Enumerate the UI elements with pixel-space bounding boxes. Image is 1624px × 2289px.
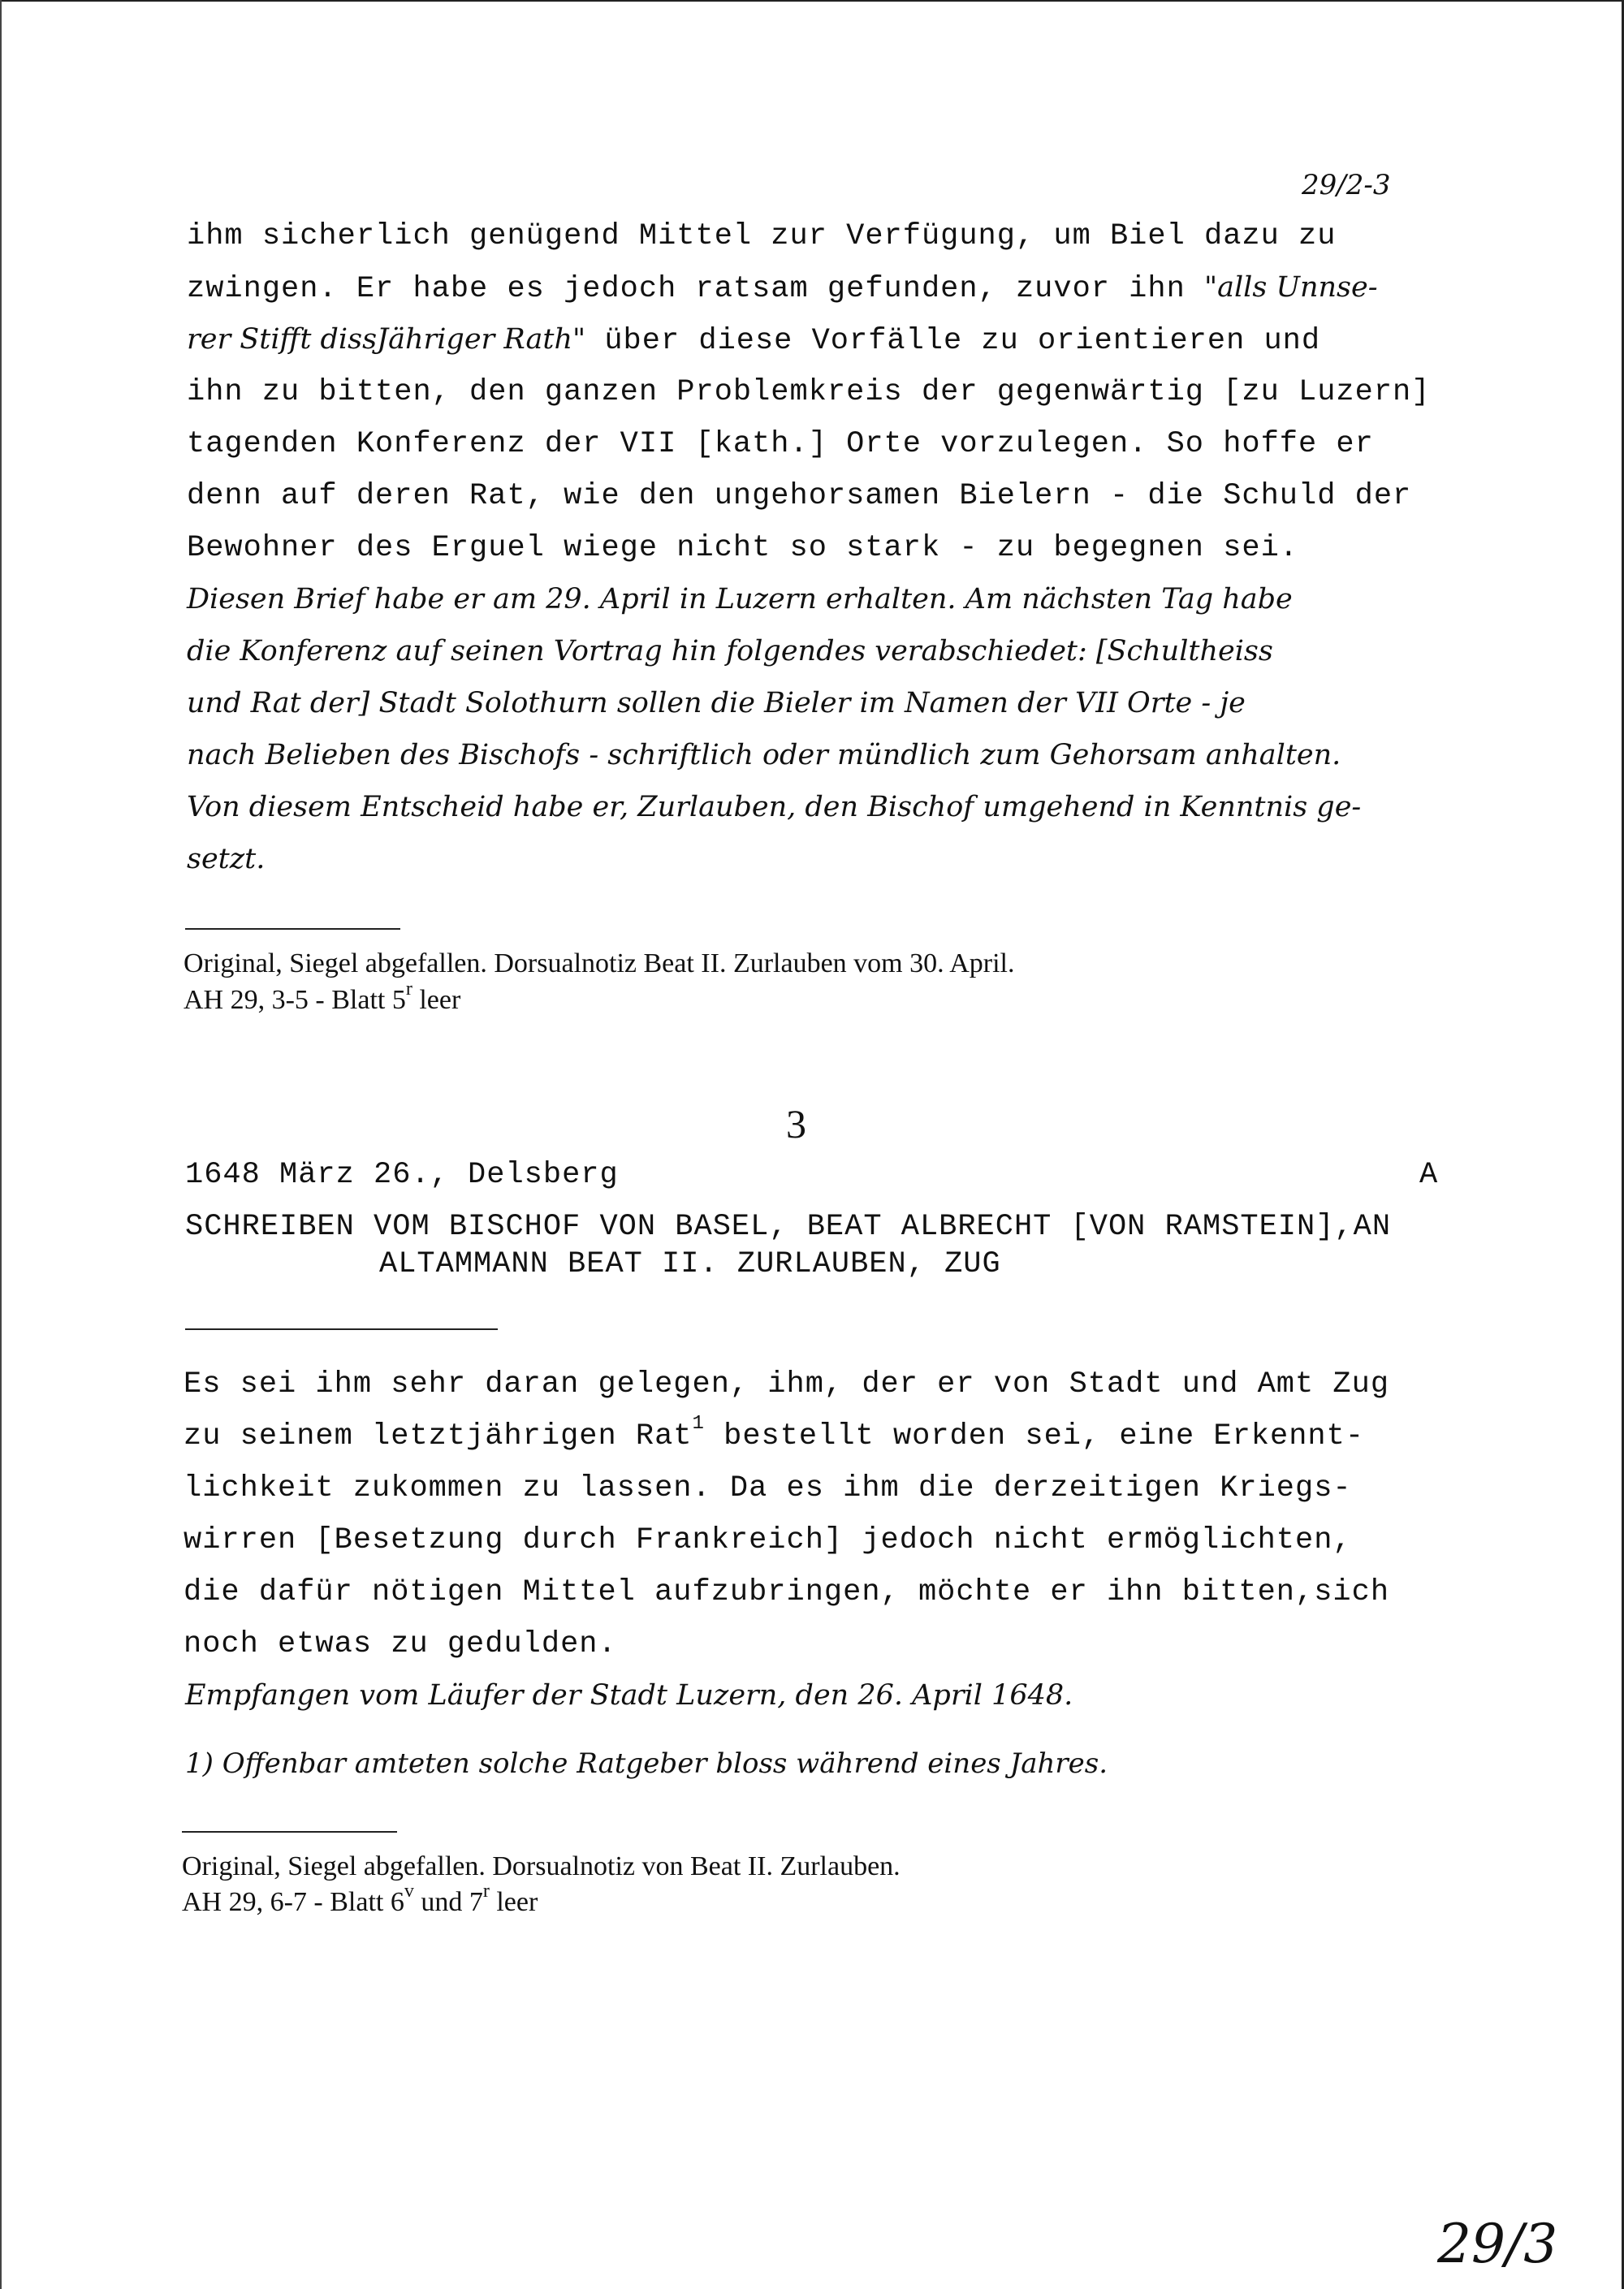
quotation: rer Stifft dissJähriger Rath" bbox=[187, 323, 586, 356]
letter-title: SCHREIBEN VOM BISCHOF VON BASEL, BEAT ALBRECHT [VON RAMSTEIN],AN bbox=[185, 1210, 1392, 1244]
body-text: über diese Vorfälle zu orientieren und bbox=[604, 324, 1321, 358]
summary-line: Von diesem Entscheid habe er, Zurlauben, den Bischof umgehend in Kenntnis ge- bbox=[187, 791, 1362, 823]
source-ref-end: leer bbox=[489, 1887, 538, 1917]
summary-line: setzt. bbox=[187, 843, 266, 875]
source-note bbox=[184, 978, 461, 1016]
source-ref: AH 29, 3-5 - Blatt 5 bbox=[184, 985, 406, 1015]
source-note: Original, Siegel abgefallen. Dorsualnotiz von Beat II. Zurlauben. bbox=[182, 1851, 901, 1881]
footnote-marker: 1 bbox=[692, 1413, 705, 1435]
body-line: ihn zu bitten, den ganzen Problemkreis der gegenwärtig [zu Luzern] bbox=[187, 375, 1431, 409]
source-note bbox=[182, 1881, 538, 1918]
footnote-rule bbox=[182, 1831, 397, 1833]
summary-line: nach Belieben des Bischofs - schriftlich oder mündlich zum Gehorsam anhalten. bbox=[187, 739, 1341, 771]
letter-title: ALTAMMANN BEAT II. ZURLAUBEN, ZUG bbox=[379, 1247, 1001, 1281]
superscript: r bbox=[482, 1881, 490, 1902]
source-ref: AH 29, 6-7 - Blatt 6 bbox=[182, 1887, 404, 1917]
body-line: ihm sicherlich genügend Mittel zur Verfügung, um Biel dazu zu bbox=[187, 219, 1337, 253]
footnote: 1) Offenbar amteten solche Ratgeber bloss während eines Jahres. bbox=[185, 1747, 1108, 1780]
letter-marker: A bbox=[1419, 1158, 1439, 1192]
summary-line: und Rat der] Stadt Solothurn sollen die Bieler im Namen der VII Orte - je bbox=[187, 687, 1246, 719]
body-text: zu seinem letztjährigen Rat bbox=[184, 1419, 693, 1453]
letter-number: 3 bbox=[786, 1101, 806, 1147]
received-note: Empfangen vom Läufer der Stadt Luzern, den 26. April 1648. bbox=[185, 1679, 1073, 1712]
source-ref-end: leer bbox=[412, 985, 461, 1015]
body-line: wirren [Besetzung durch Frankreich] jedoch nicht ermöglichten, bbox=[184, 1523, 1352, 1557]
scan-border-left bbox=[0, 0, 2, 2289]
summary-line: die Konferenz auf seinen Vortrag hin folgendes verabschiedet: [Schultheiss bbox=[187, 635, 1273, 667]
scan-border-top bbox=[0, 0, 1624, 2]
body-line bbox=[187, 323, 1320, 358]
body-text: zwingen. Er habe es jedoch ratsam gefunden, zuvor ihn bbox=[187, 272, 1186, 306]
summary-line: Diesen Brief habe er am 29. April in Luzern erhalten. Am nächsten Tag habe bbox=[187, 583, 1293, 615]
body-line bbox=[184, 1413, 1365, 1453]
superscript: v bbox=[404, 1881, 414, 1902]
footnote-rule bbox=[185, 928, 400, 930]
body-line: die dafür nötigen Mittel aufzubringen, möchte er ihn bitten,sich bbox=[184, 1575, 1390, 1609]
section-rule bbox=[185, 1328, 498, 1330]
page-reference-top: 29/2-3 bbox=[1302, 169, 1391, 201]
quotation: "alls Unnse- bbox=[1204, 271, 1378, 304]
source-note: Original, Siegel abgefallen. Dorsualnotiz Beat II. Zurlauben vom 30. April. bbox=[184, 948, 1015, 978]
body-text: bestellt worden sei, eine Erkennt- bbox=[704, 1419, 1365, 1453]
handwritten-page-number: 29/3 bbox=[1437, 2213, 1558, 2275]
superscript: r bbox=[405, 978, 412, 1000]
source-ref: und 7 bbox=[413, 1887, 483, 1917]
body-line: Bewohner des Erguel wiege nicht so stark - zu begegnen sei. bbox=[187, 531, 1299, 565]
body-line: tagenden Konferenz der VII [kath.] Orte vorzulegen. So hoffe er bbox=[187, 427, 1374, 461]
date-place: 1648 März 26., Delsberg bbox=[185, 1158, 619, 1192]
body-line: denn auf deren Rat, wie den ungehorsamen Bielern - die Schuld der bbox=[187, 479, 1412, 513]
body-line: Es sei ihm sehr daran gelegen, ihm, der er von Stadt und Amt Zug bbox=[184, 1367, 1390, 1401]
body-line: lichkeit zukommen zu lassen. Da es ihm die derzeitigen Kriegs- bbox=[184, 1471, 1352, 1505]
body-line: noch etwas zu gedulden. bbox=[184, 1627, 617, 1661]
body-line bbox=[187, 271, 1378, 306]
